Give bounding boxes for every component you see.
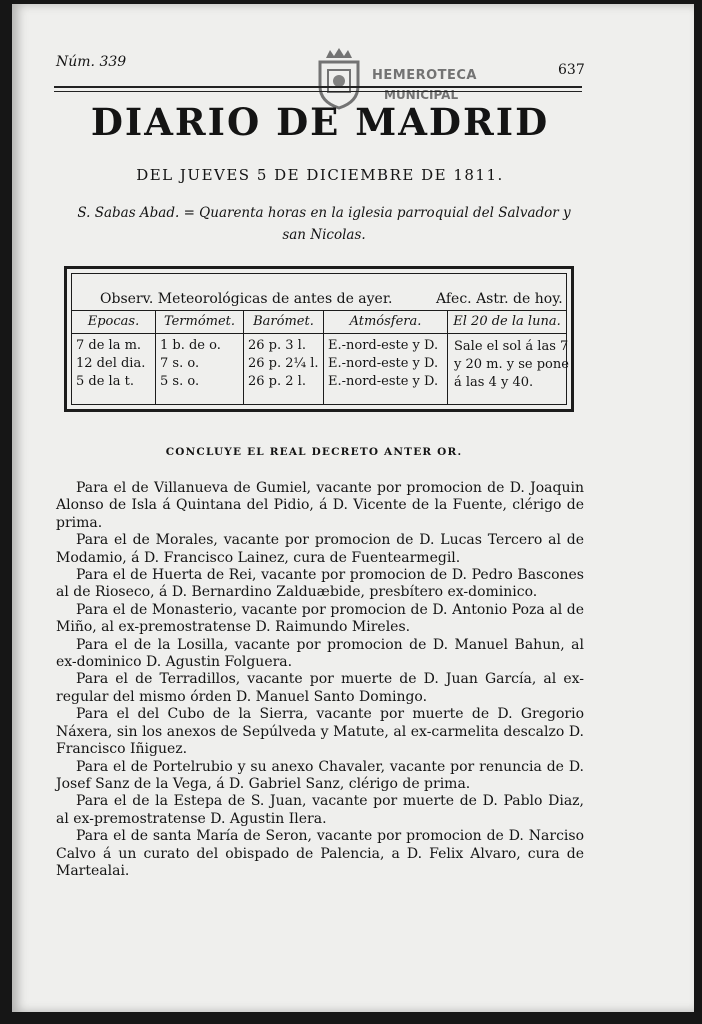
table-cell: 26 p. 2 l. [248, 374, 306, 389]
table-cell: 12 del dia. [76, 356, 146, 371]
table-cell: E.-nord-este y D. [328, 356, 439, 371]
column-barometro [244, 310, 324, 404]
paragraph: Para el de santa María de Seron, vacante por promocion de D. Narciso Calvo á un curato del obispado de Palencia, a D. Felix Alvaro, cura de Martealai. [56, 828, 584, 879]
saint-of-the-day: S. Sabas Abad. = Quarenta horas en la iglesia parroquial del Salvador y san Nicolas. [77, 205, 571, 243]
paragraph: Para el de la Losilla, vacante por promocion de D. Manuel Bahun, al ex-dominico D. Agustin Folguera. [56, 636, 584, 671]
paragraph: Para el de Huerta de Rei, vacante por promocion de D. Pedro Bascones al de Rioseco, á D. Bernardino Zalduæbide, presbítero ex-dominico. [56, 567, 584, 601]
column-termometro [156, 310, 244, 404]
column-header: Termómet. [163, 314, 236, 329]
column-header: Barómet. [253, 314, 314, 329]
table-cell: 5 s. o. [160, 374, 200, 389]
newspaper-page [12, 4, 694, 1012]
masthead-rule [54, 86, 582, 92]
paragraph: Para el de la Estepa de S. Juan, vacante por muerte de D. Pablo Diaz, al ex-premostratense D. Agustin Ilera. [56, 793, 584, 827]
issue-number: Núm. 339 [56, 54, 127, 70]
column-atmosfera [324, 310, 448, 404]
stamp-text-line2: MUNICIPAL [384, 88, 459, 102]
page-folio: 637 [558, 62, 585, 78]
paragraph: Para el del Cubo de la Sierra, vacante por muerte de D. Gregorio Náxera, sin los anexos de Sepúlveda y Matute, al ex-carmelita descalzo D. Francisco Iñiguez. [56, 706, 584, 758]
table-cell: 7 s. o. [160, 356, 200, 371]
astronomy-title: Afec. Astr. de hoy. [436, 291, 563, 307]
decree-text [56, 480, 584, 880]
column-header: Epocas. [87, 314, 140, 329]
column-header: El 20 de la luna. [453, 314, 561, 329]
paragraph: Para el de Portelrubio y su anexo Chavaler, vacante por renuncia de D. Josef Sanz de la Vega, á D. Gabriel Sanz, clérigo de prima. [56, 758, 584, 792]
table-cell: 5 de la t. [76, 374, 134, 389]
sun-times: Sale el sol á las 7 y 20 m. y se pone á las 4 y 40. [454, 339, 569, 390]
paragraph: Para el de Terradillos, vacante por muerte de D. Juan García, al ex-regular del mismo órden D. Manuel Santo Domingo. [56, 671, 584, 705]
column-header: Atmósfera. [349, 314, 422, 329]
weather-observations-box [64, 266, 574, 412]
paragraph: Para el de Monasterio, vacante por promocion de D. Antonio Poza al de Miño, al ex-premostratense D. Raimundo Mireles. [56, 601, 584, 636]
table-cell: 1 b. de o. [160, 338, 221, 353]
newspaper-title: DIARIO DE MADRID [90, 100, 550, 144]
table-cell: E.-nord-este y D. [328, 338, 439, 353]
stamp-text-line1: HEMEROTECA [372, 68, 477, 83]
table-cell: E.-nord-este y D. [328, 374, 439, 389]
weather-inner-frame [71, 273, 567, 405]
paragraph: Para el de Villanueva de Gumiel, vacante por promocion de D. Joaquin Alonso de Isla á Quintana del Pidio, á D. Vicente de la Fuente, clérigo de prima. [56, 480, 584, 531]
weather-title: Observ. Meteorológicas de antes de ayer. [100, 291, 393, 307]
table-cell: 26 p. 3 l. [248, 338, 306, 353]
column-luna [448, 310, 569, 404]
table-cell: 7 de la m. [76, 338, 142, 353]
issue-date: DEL JUEVES 5 DE DICIEMBRE DE 1811. [136, 166, 504, 184]
column-epocas [72, 310, 156, 404]
paragraph: Para el de Morales, vacante por promocion de D. Lucas Tercero al de Modamio, á D. Francisco Lainez, cura de Fuentearmegil. [56, 532, 584, 566]
table-cell: 26 p. 2¼ l. [248, 356, 319, 371]
section-heading: CONCLUYE EL REAL DECRETO ANTER OR. [165, 446, 463, 458]
